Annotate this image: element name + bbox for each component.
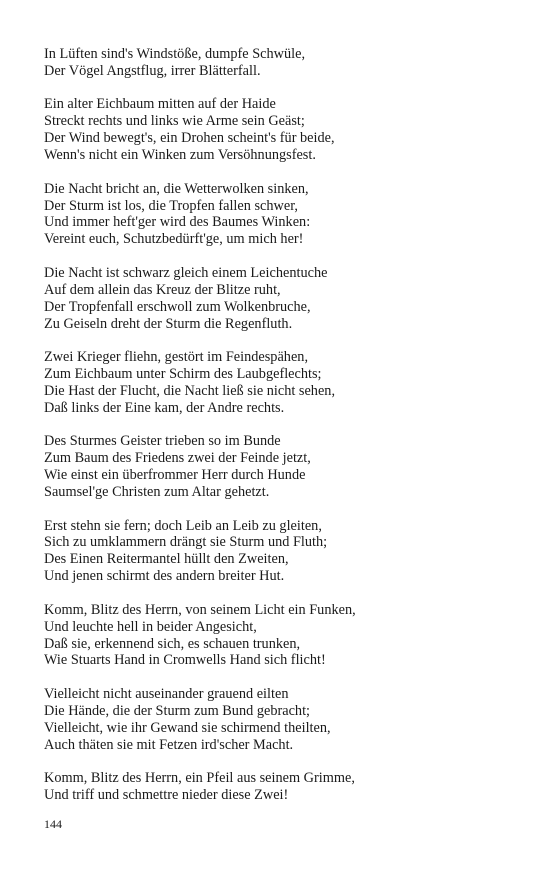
verse-line: Komm, Blitz des Herrn, ein Pfeil aus seinem Grimme,: [44, 770, 355, 787]
verse-line: Vielleicht nicht auseinander grauend eilten: [44, 685, 289, 702]
poem-text: [44, 46, 514, 821]
verse-line: Ein alter Eichbaum mitten auf der Haide: [44, 96, 276, 113]
verse-line: Streckt rechts und links wie Arme sein Geäst;: [44, 113, 305, 130]
verse-line: Des Einen Reitermantel hüllt den Zweiten,: [44, 551, 289, 568]
verse-line: Sich zu umklammern drängt sie Sturm und Fluth;: [44, 534, 328, 551]
stanza: [44, 96, 514, 164]
stanza: [44, 181, 514, 249]
verse-line: Daß links der Eine kam, der Andre rechts.: [44, 399, 285, 416]
verse-line: Der Sturm ist los, die Tropfen fallen schwer,: [44, 197, 298, 214]
verse-line: Saumsel'ge Christen zum Altar gehetzt.: [44, 484, 270, 500]
verse-line: In Lüften sind's Windstöße, dumpfe Schwüle,: [44, 46, 306, 62]
verse-line: Die Hände, die der Sturm zum Bund gebracht;: [44, 702, 311, 719]
verse-line: Auf dem allein das Kreuz der Blitze ruht,: [44, 281, 281, 298]
verse-line: Und leuchte hell in beider Angesicht,: [44, 618, 257, 635]
stanza: [44, 602, 514, 670]
stanza: [44, 433, 514, 501]
verse-line: Komm, Blitz des Herrn, von seinem Licht ein Funken,: [44, 601, 356, 618]
verse-line: Auch thäten sie mit Fetzen ird'scher Macht.: [44, 736, 294, 753]
verse-line: Zum Baum des Friedens zwei der Feinde jetzt,: [44, 450, 311, 467]
stanza: [44, 265, 514, 333]
stanza: [44, 518, 514, 586]
verse-line: Der Vögel Angstflug, irrer Blätterfall.: [44, 62, 261, 79]
verse-line: Daß sie, erkennend sich, es schauen trunken,: [44, 635, 301, 652]
verse-line: Des Sturmes Geister trieben so im Bunde: [44, 433, 281, 450]
verse-line: Der Wind bewegt's, ein Drohen scheint's für beide,: [44, 130, 335, 147]
verse-line: Erst stehn sie fern; doch Leib an Leib zu gleiten,: [44, 517, 322, 534]
verse-line: Die Nacht ist schwarz gleich einem Leichentuche: [44, 264, 328, 281]
verse-line: Und jenen schirmt des andern breiter Hut.: [44, 568, 285, 585]
verse-line: Und triff und schmettre nieder diese Zwei!: [44, 787, 289, 804]
page-number: 144: [44, 817, 62, 831]
verse-line: Wie Stuarts Hand in Cromwells Hand sich flicht!: [44, 652, 326, 669]
verse-line: Der Tropfenfall erschwoll zum Wolkenbruche,: [44, 298, 311, 315]
verse-line: Zum Eichbaum unter Schirm des Laubgeflechts;: [44, 365, 322, 382]
verse-line: Vielleicht, wie ihr Gewand sie schirmend theilten,: [44, 719, 331, 736]
stanza: [44, 770, 514, 804]
verse-line: Vereint euch, Schutzbedürft'ge, um mich her!: [44, 231, 304, 248]
verse-line: Zwei Krieger fliehn, gestört im Feindespähen,: [44, 349, 309, 366]
verse-line: Die Nacht bricht an, die Wetterwolken sinken,: [44, 180, 309, 197]
verse-line: Wenn's nicht ein Winken zum Versöhnungsfest.: [44, 147, 316, 164]
stanza: [44, 349, 514, 417]
verse-line: Und immer heft'ger wird des Baumes Winken:: [44, 214, 311, 231]
stanza: [44, 686, 514, 754]
verse-line: Die Hast der Flucht, die Nacht ließ sie nicht sehen,: [44, 382, 336, 399]
verse-line: Wie einst ein überfrommer Herr durch Hunde: [44, 467, 306, 484]
verse-line: Zu Geiseln dreht der Sturm die Regenfluth.: [44, 315, 293, 332]
stanza: [44, 46, 514, 80]
